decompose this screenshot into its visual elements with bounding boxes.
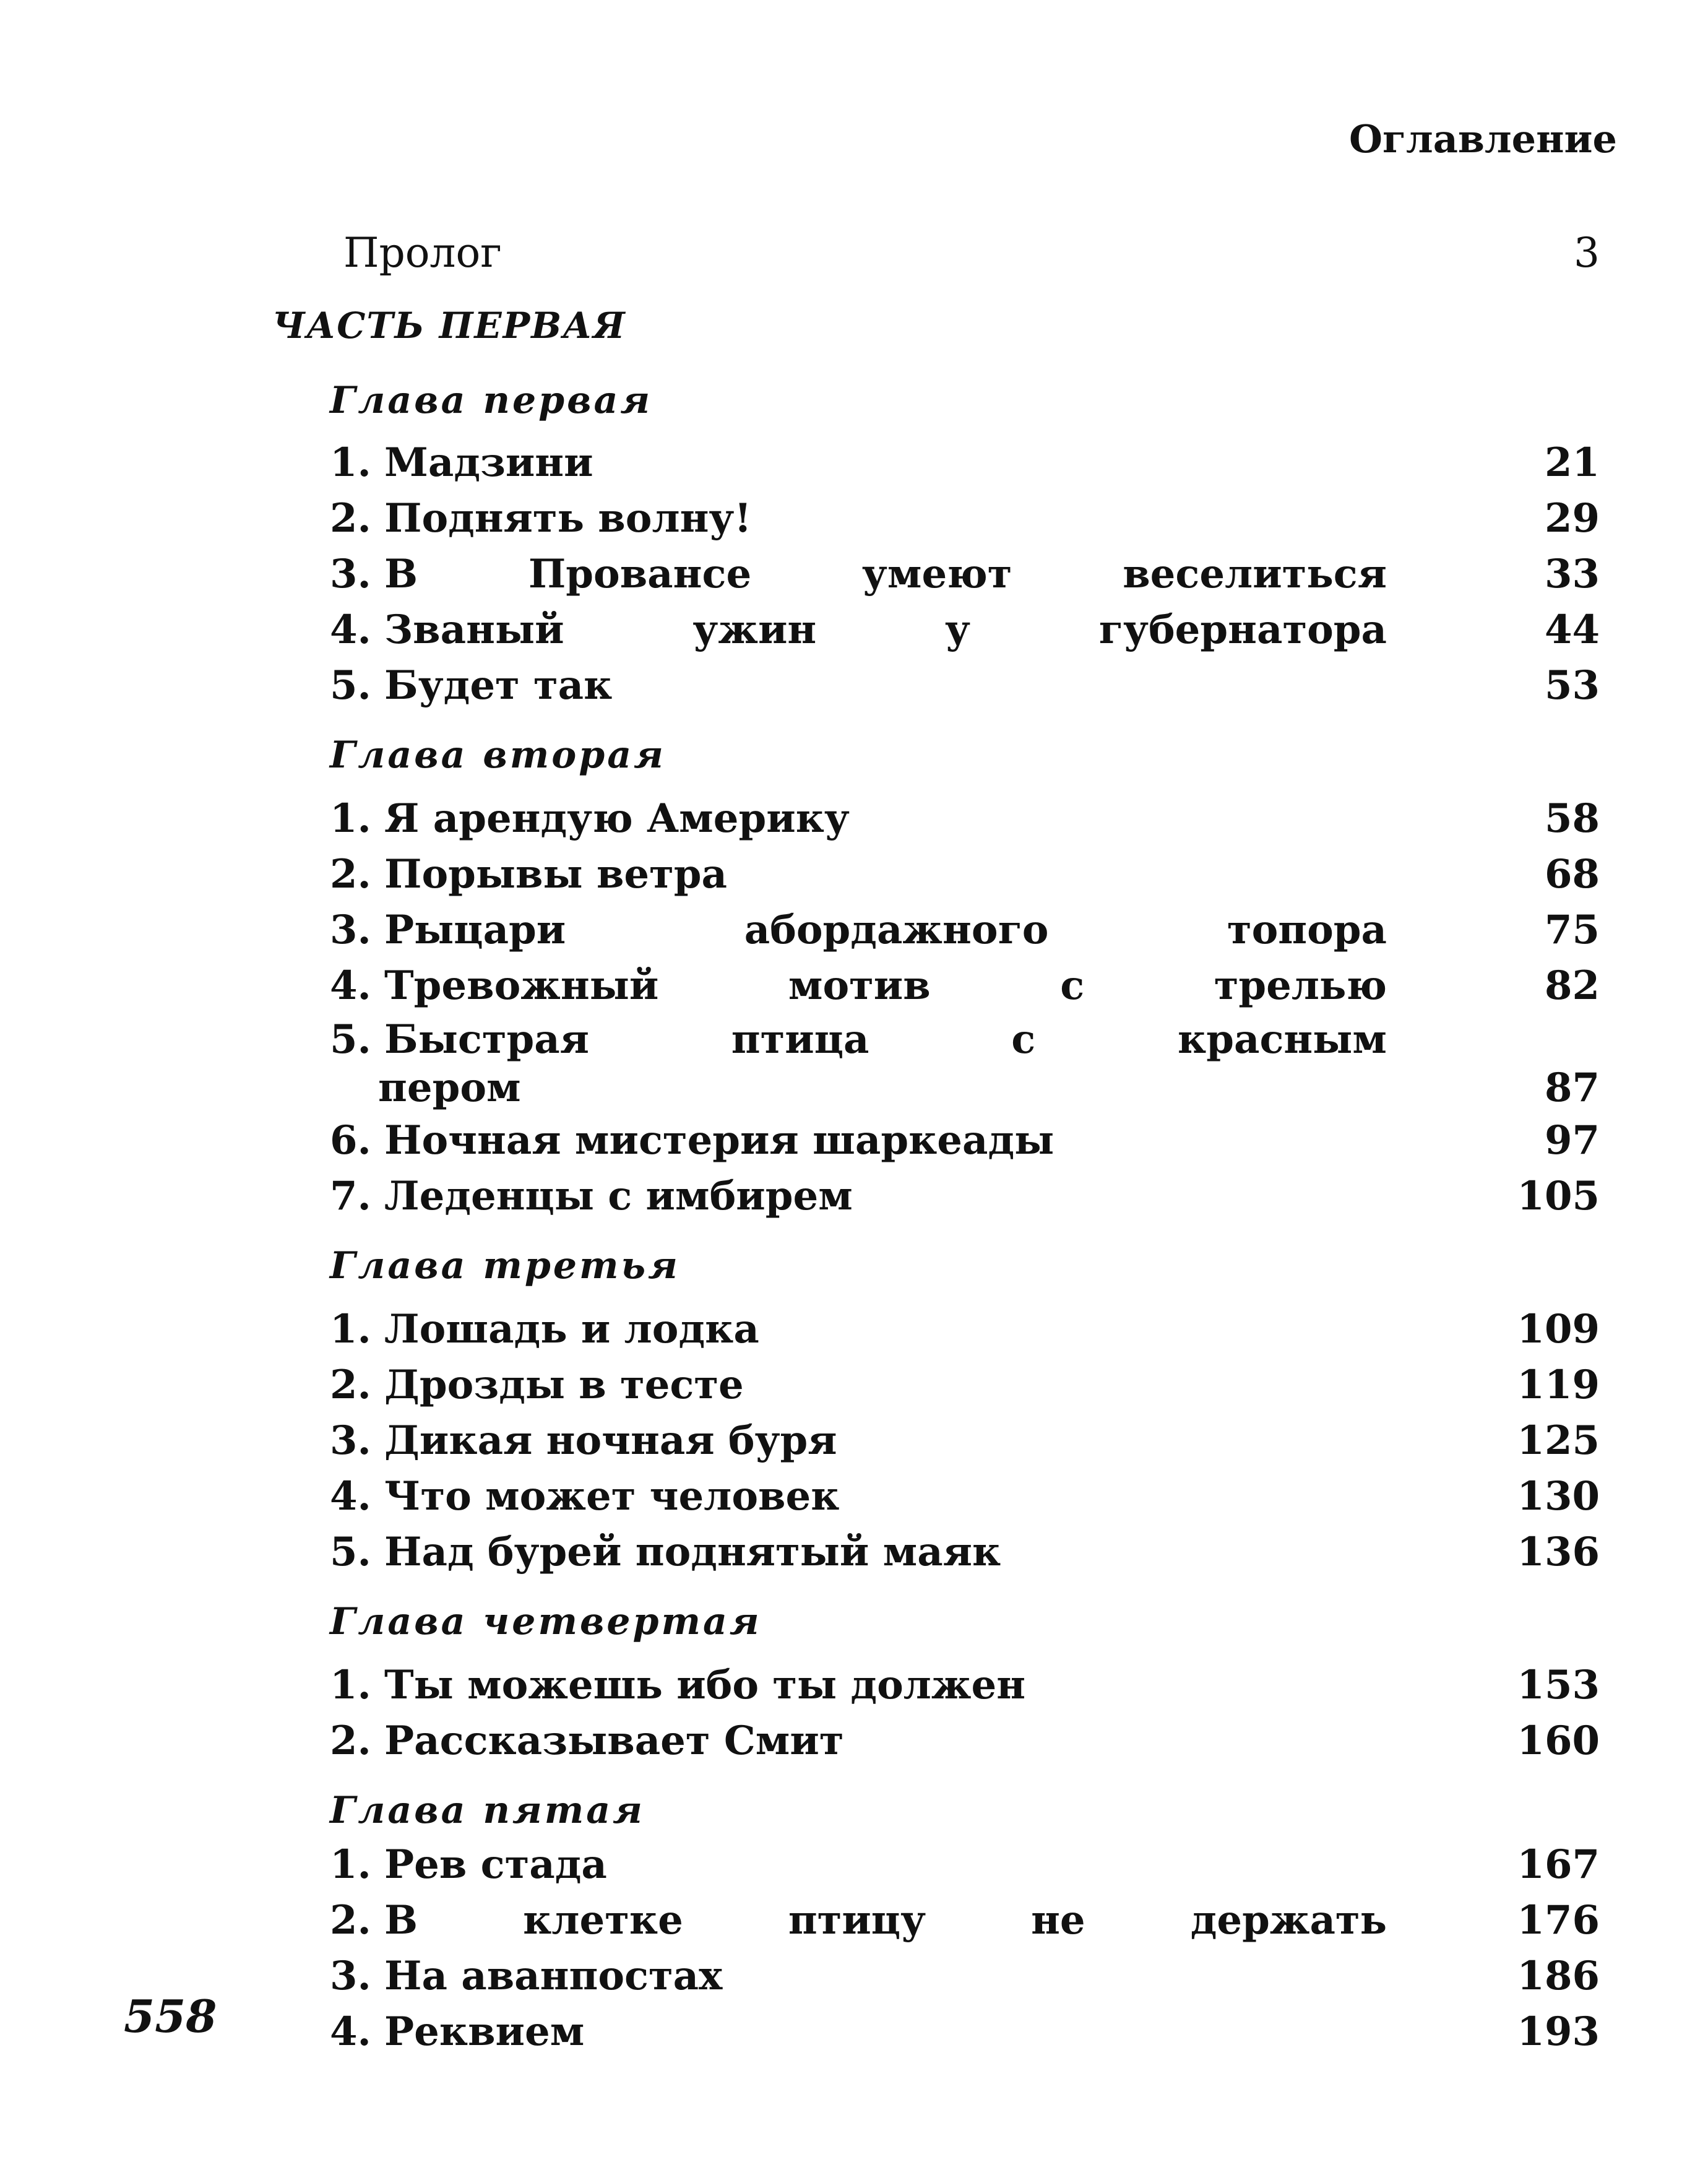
toc-entry[interactable] xyxy=(330,962,1600,1018)
toc-entry[interactable] xyxy=(330,851,1600,907)
entry-title: Тревожный мотив с трелью xyxy=(384,962,1387,1009)
entry-page: 33 xyxy=(1544,551,1600,597)
entry-number: 3. xyxy=(330,1953,371,1999)
entry-title: Рассказывает Смит xyxy=(384,1718,844,1764)
entry-page: 136 xyxy=(1517,1529,1600,1575)
chapter-heading: Глава вторая xyxy=(330,733,666,777)
page-title: Оглавление xyxy=(1349,116,1617,162)
entry-title: Я арендую Америку xyxy=(384,795,850,842)
entry-title: Дикая ночная буря xyxy=(384,1417,837,1464)
toc-entry[interactable] xyxy=(330,2009,1600,2064)
entry-number: 1. xyxy=(330,1841,371,1888)
entry-page: 68 xyxy=(1544,851,1600,897)
entry-page: 97 xyxy=(1544,1117,1600,1164)
entry-title: Рыцари абордажного топора xyxy=(384,907,1387,953)
toc-entry[interactable] xyxy=(330,439,1600,495)
toc-entry[interactable] xyxy=(330,1897,1600,1953)
part-heading: ЧАСТЬ ПЕРВАЯ xyxy=(272,305,626,347)
entry-page: 109 xyxy=(1517,1306,1600,1352)
entry-title: В Провансе умеют веселиться xyxy=(384,551,1387,597)
entry-title: Реквием xyxy=(384,2009,585,2055)
entry-page: 87 xyxy=(1544,1065,1600,1111)
toc-entry[interactable] xyxy=(330,1718,1600,1773)
toc-entry[interactable] xyxy=(330,795,1600,851)
entry-number: 4. xyxy=(330,607,371,653)
entry-number: 4. xyxy=(330,1473,371,1520)
entry-title: Леденцы с имбирем xyxy=(384,1173,853,1219)
toc-entry[interactable] xyxy=(330,1529,1600,1585)
toc-entry[interactable] xyxy=(330,1016,1600,1122)
entry-title: Поднять волну! xyxy=(384,495,752,542)
entry-number: 3. xyxy=(330,551,371,597)
entry-title: Званый ужин у губернатора xyxy=(384,607,1387,653)
entry-number: 3. xyxy=(330,907,371,953)
toc-entry[interactable] xyxy=(330,607,1600,662)
entry-page: 167 xyxy=(1517,1841,1600,1888)
entry-number: 2. xyxy=(330,1718,371,1764)
entry-page: 105 xyxy=(1517,1173,1600,1219)
entry-title: Над бурей поднятый маяк xyxy=(384,1529,1001,1575)
prologue-title: Пролог xyxy=(343,229,502,277)
entry-number: 5. xyxy=(330,1016,371,1063)
entry-title: Дрозды в тесте xyxy=(384,1362,744,1408)
entry-title: Рев стада xyxy=(384,1841,607,1888)
toc-entry[interactable] xyxy=(330,1662,1600,1718)
prologue-page: 3 xyxy=(1574,229,1600,277)
entry-number: 7. xyxy=(330,1173,371,1219)
entry-title: Ночная мистерия шаркеады xyxy=(384,1117,1055,1164)
entry-number: 6. xyxy=(330,1117,371,1164)
toc-entry[interactable] xyxy=(330,495,1600,551)
entry-number: 1. xyxy=(330,439,371,486)
toc-entry[interactable] xyxy=(330,1953,1600,2009)
page-folio: 558 xyxy=(124,1990,217,2043)
entry-page: 29 xyxy=(1544,495,1600,542)
entry-page: 160 xyxy=(1517,1718,1600,1764)
entry-page: 44 xyxy=(1544,607,1600,653)
entry-number: 1. xyxy=(330,1306,371,1352)
entry-page: 130 xyxy=(1517,1473,1600,1520)
toc-entry[interactable] xyxy=(330,1306,1600,1362)
entry-number: 5. xyxy=(330,1529,371,1575)
entry-title: Порывы ветра xyxy=(384,851,727,897)
entry-title-line1: Быстрая птица с красным xyxy=(384,1016,1387,1063)
chapter-heading: Глава четвертая xyxy=(330,1600,762,1643)
entry-title: Лошадь и лодка xyxy=(384,1306,759,1352)
entry-page: 58 xyxy=(1544,795,1600,842)
entry-number: 3. xyxy=(330,1417,371,1464)
entry-title: На аванпостах xyxy=(384,1953,723,1999)
entry-title-line2: пером xyxy=(378,1065,521,1111)
toc-entry[interactable] xyxy=(330,1117,1600,1173)
chapter-heading: Глава первая xyxy=(330,379,653,422)
entry-number: 1. xyxy=(330,795,371,842)
toc-entry[interactable] xyxy=(330,1173,1600,1229)
entry-title: Что может человек xyxy=(384,1473,840,1520)
entry-page: 82 xyxy=(1544,962,1600,1009)
entry-number: 1. xyxy=(330,1662,371,1708)
chapter-heading: Глава пятая xyxy=(330,1789,645,1832)
entry-page: 176 xyxy=(1517,1897,1600,1944)
toc-entry[interactable] xyxy=(330,1473,1600,1529)
entry-page: 153 xyxy=(1517,1662,1600,1708)
entry-page: 21 xyxy=(1544,439,1600,486)
toc-entry[interactable] xyxy=(330,907,1600,962)
entry-title: Ты можешь ибо ты должен xyxy=(384,1662,1026,1708)
toc-entry[interactable] xyxy=(330,1417,1600,1473)
toc-entry[interactable] xyxy=(330,1362,1600,1417)
entry-number: 2. xyxy=(330,495,371,542)
entry-page: 53 xyxy=(1544,662,1600,709)
entry-title: Будет так xyxy=(384,662,613,709)
entry-page: 75 xyxy=(1544,907,1600,953)
entry-number: 4. xyxy=(330,2009,371,2055)
entry-number: 2. xyxy=(330,1362,371,1408)
prologue-entry[interactable] xyxy=(343,229,1600,285)
toc-entry[interactable] xyxy=(330,1841,1600,1897)
entry-number: 2. xyxy=(330,851,371,897)
entry-number: 4. xyxy=(330,962,371,1009)
entry-number: 5. xyxy=(330,662,371,709)
toc-entry[interactable] xyxy=(330,662,1600,718)
chapter-heading: Глава третья xyxy=(330,1244,680,1287)
entry-page: 119 xyxy=(1517,1362,1600,1408)
entry-page: 193 xyxy=(1517,2009,1600,2055)
entry-title: В клетке птицу не держать xyxy=(384,1897,1387,1944)
entry-number: 2. xyxy=(330,1897,371,1944)
entry-page: 186 xyxy=(1517,1953,1600,1999)
entry-page: 125 xyxy=(1517,1417,1600,1464)
entry-title: Мадзини xyxy=(384,439,593,486)
toc-entry[interactable] xyxy=(330,551,1600,607)
